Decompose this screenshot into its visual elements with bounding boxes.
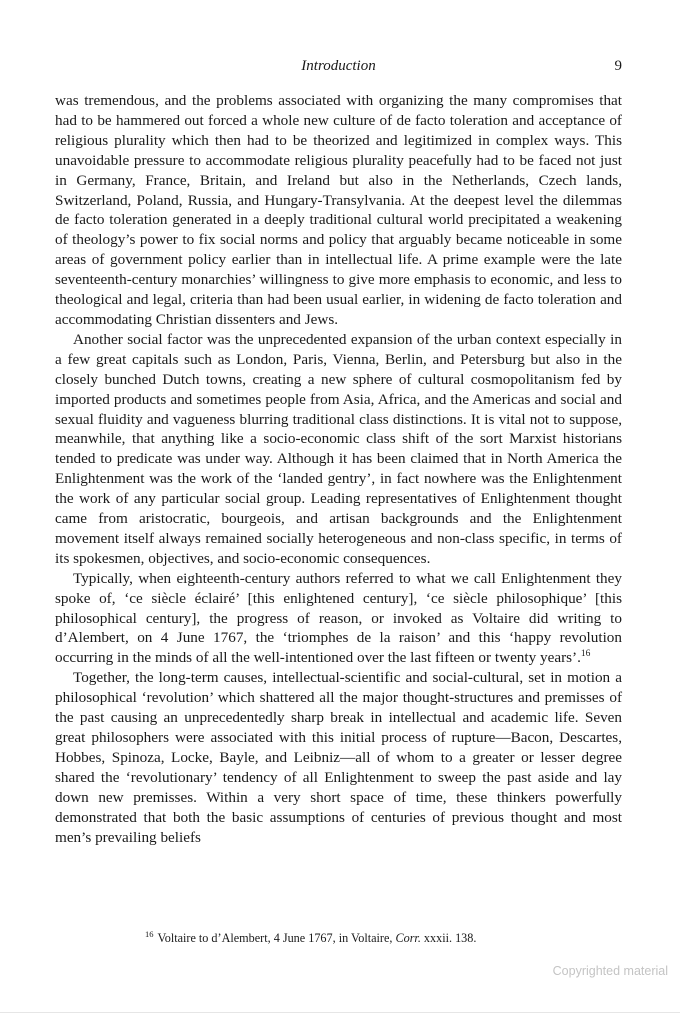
paragraph-2	[55, 330, 622, 569]
running-head	[55, 56, 622, 76]
footnote-reference[interactable]: 16	[580, 649, 591, 660]
footnote-citation: xxxii. 138.	[420, 931, 477, 945]
paragraph-text: was tremendous, and the problems associated with organizing the many compromises that had to be hammered out forced a whole new culture of de facto toleration and acceptance of religious plurality which then had to be theorized and legitimized in complex ways. This unavoidable pressure to accommodate religious plurality peacefully had to be faced not just in Germany, France, Britain, and Ireland but also in the Netherlands, Czech lands, Switzerland, Poland, Russia, and Hungary-Transylvania. At the deepest level the dilemmas de facto toleration generated in a deeply traditional cultural world precipitated a weakening of theology’s power to fix social norms and policy that arguably became noticeable in some areas of government policy earlier than in intellectual life. A prime example were the late seventeenth-century monarchies’ willingness to give more emphasis to economic, and less to theological and legal, criteria than had been usual earlier, in widening de facto toleration and accommodating Christian dissenters and Jews.	[55, 92, 622, 328]
paragraph-text: Another social factor was the unprecedented expansion of the urban context especially in a few great capitals such as London, Paris, Vienna, Berlin, and Petersburg but also in the closely bunched Dutch towns, creating a new sphere of cultural cosmopolitanism fed by imported products and sometimes people from Asia, Africa, and the Americas and social and sexual fluidity and vagueness blurring traditional class distinctions. It is vital not to suppose, meanwhile, that anything like a socio-economic class shift of the sort Marxist historians tended to predicate was under way. Although it has been claimed that in North America the Enlightenment was the work of the ‘landed gentry’, in fact nowhere was the Enlightenment the work of any particular social group. Leading representatives of Enlightenment thought came from aristocratic, bourgeois, and artisan backgrounds and the Enlightenment movement itself always remained socially heterogeneous and non-class specific, in terms of its spokesmen, objectives, and socio-economic consequences.	[55, 330, 622, 567]
footnote	[145, 930, 615, 946]
paragraph-4	[55, 668, 622, 847]
paragraph-3	[55, 569, 622, 669]
copyright-watermark: Copyrighted material	[552, 964, 668, 978]
paragraph-text: Together, the long-term causes, intellectual-scientific and social-cultural, set in motion a philosophical ‘revolution’ which shattered all the major thought-structures and premisses of the past causing an unprecedentedly sharp break in intellectual and academic life. Seven great philosophers were associated with this initial process of rupture—Bacon, Descartes, Hobbes, Spinoza, Locke, Bayle, and Leibniz—all of whom to a greater or lesser degree shared the ‘revolutionary’ tendency of all Enlightenment to sweep the past aside and lay down new premisses. Within a very short space of time, these thinkers powerfully demonstrated that both the basic assumptions of centuries of previous thought and most men’s prevailing beliefs	[55, 669, 622, 846]
footnote-number: 16	[145, 929, 154, 939]
paragraph-text: Typically, when eighteenth-century authors referred to what we call Enlightenment they spoke of, ‘ce siècle éclairé’ [this enlightened century], ‘ce siècle philosophique’ [this philosophical century], the progress of reason, or invoked as Voltaire did writing to d’Alembert, on 4 June 1767, the ‘triomphes de la raison’ and this ‘happy revolution occurring in the minds of all the well-intentioned over the last fifteen or twenty years’.	[55, 569, 622, 667]
page-number: 9	[614, 58, 622, 74]
footnote-text: Voltaire to d’Alembert, 4 June 1767, in Voltaire,	[157, 931, 396, 945]
paragraph-1	[55, 91, 622, 330]
body-text	[55, 91, 622, 847]
footnote-source: Corr.	[395, 931, 421, 945]
bottom-divider	[0, 1012, 680, 1013]
running-title: Introduction	[301, 58, 376, 74]
